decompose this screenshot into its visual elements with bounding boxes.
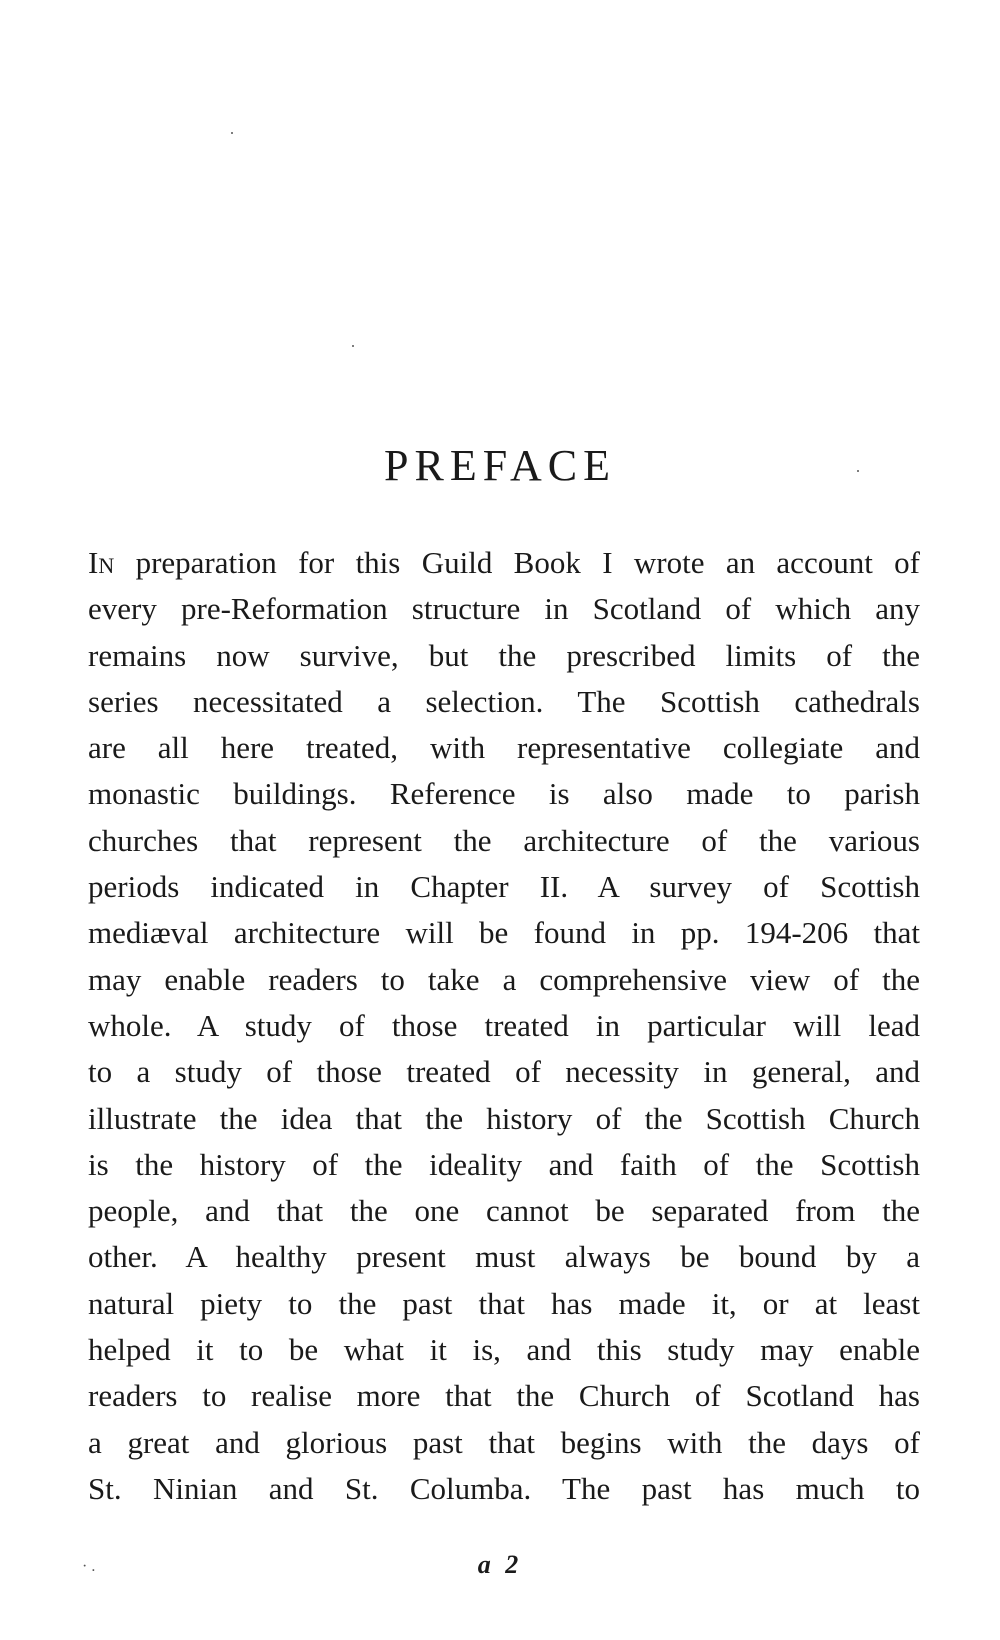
text-line: periods indicated in Chapter II. A survey of Scottish bbox=[88, 869, 920, 905]
text-line: natural piety to the past that has made it, or at least bbox=[88, 1285, 920, 1321]
text-line: churches that represent the architecture of the various bbox=[88, 822, 920, 858]
text-line: In preparation for this Guild Book I wrote an account of bbox=[88, 545, 920, 580]
text-line: St. Ninian and St. Columba. The past has much to bbox=[88, 1470, 920, 1506]
signature-mark: a 2 bbox=[477, 1550, 523, 1579]
text-line: is the history of the ideality and faith of the Scottish bbox=[88, 1146, 920, 1182]
text-line: readers to realise more that the Church of Scotland has bbox=[88, 1378, 920, 1414]
page-speck bbox=[352, 345, 354, 347]
text-line: mediæval architecture will be found in pp. 194-206 that bbox=[88, 915, 920, 951]
text-line: may enable readers to take a comprehensive view of the bbox=[88, 961, 920, 997]
text-line: a great and glorious past that begins with the days of bbox=[88, 1424, 920, 1460]
page-title: PREFACE bbox=[384, 441, 616, 490]
preface-paragraph bbox=[88, 540, 920, 1512]
text-line: helped it to be what it is, and this study may enable bbox=[88, 1332, 920, 1368]
text-line: to a study of those treated of necessity in general, and bbox=[88, 1054, 920, 1090]
dropcap-word: In bbox=[88, 545, 115, 580]
text-line: are all here treated, with representative collegiate and bbox=[88, 730, 920, 766]
text-line: people, and that the one cannot be separated from the bbox=[88, 1193, 920, 1229]
text-line: monastic buildings. Reference is also made to parish bbox=[88, 776, 920, 812]
text-line: series necessitated a selection. The Scottish cathedrals bbox=[88, 683, 920, 719]
text-line: other. A healthy present must always be bound by a bbox=[88, 1239, 920, 1275]
text-line: whole. A study of those treated in particular will lead bbox=[88, 1007, 920, 1043]
text-line: remains now survive, but the prescribed limits of the bbox=[88, 637, 920, 673]
page-speck bbox=[231, 132, 233, 134]
text-line: every pre-Reformation structure in Scotland of which any bbox=[88, 591, 920, 627]
text-line: illustrate the idea that the history of the Scottish Church bbox=[88, 1100, 920, 1136]
page-speck: · . bbox=[82, 1558, 96, 1575]
